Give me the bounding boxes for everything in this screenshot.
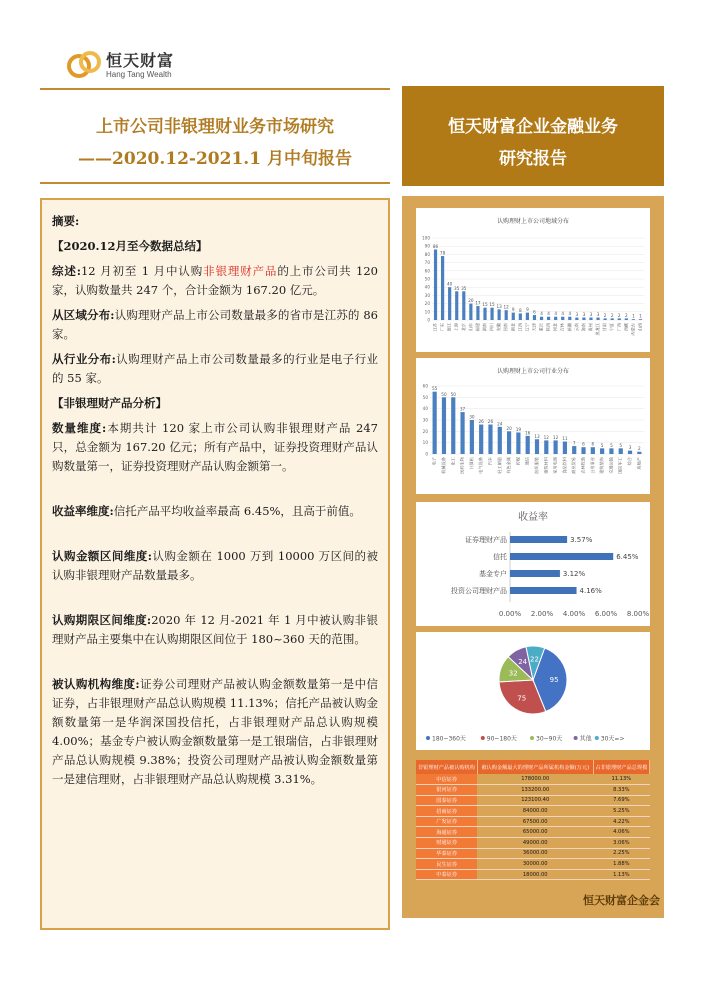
category-label: 投资公司理财产品: [451, 587, 507, 595]
yield-chart-title: 收益率: [518, 512, 548, 523]
x-tick-label: 房地产: [636, 457, 642, 470]
table-cell: 18000.00: [477, 869, 593, 880]
table-cell: 中信证券: [416, 774, 477, 785]
data-label: 3: [596, 312, 600, 318]
y-tick-label: 90: [424, 243, 430, 249]
y-tick-label: 50: [424, 276, 430, 282]
table-cell: 36000.00: [477, 848, 593, 859]
x-tick-label: 农林牧渔: [580, 457, 586, 474]
legend-label: 90~180天: [486, 735, 517, 743]
column-header: 被认购金额最大的理财产品所属机构金额(万元): [477, 760, 593, 774]
logo-icon: [66, 48, 102, 80]
overview-paragraph: 综述:12 月初至 1 月中认购非银理财产品的上市公司共 120 家，认购数量共 247 个，合计金额为 167.20 亿元。: [52, 264, 378, 297]
category-label: 证券理财产品: [465, 536, 507, 544]
x-tick-label: 重庆: [538, 323, 544, 332]
x-tick-label: 吉林: [559, 323, 565, 332]
x-tick-label: 黑龙江: [595, 323, 601, 336]
bar: [441, 256, 444, 320]
table-row: [416, 869, 650, 880]
legend-label: 其他: [579, 735, 592, 743]
bar: [609, 448, 613, 454]
x-tick-label: 上海: [453, 323, 459, 332]
bar: [563, 442, 567, 454]
bar: [618, 318, 621, 320]
table-row: [416, 848, 650, 859]
data-label: 15: [482, 302, 488, 308]
table-cell: 国泰证券: [416, 795, 477, 806]
legend-marker: [426, 736, 430, 740]
table-row: [416, 838, 650, 849]
x-tick-label: 浙江: [446, 323, 452, 332]
bar: [625, 318, 628, 320]
data-label: 4: [540, 311, 543, 317]
title-line-1: 上市公司非银理财业务市场研究: [96, 117, 334, 137]
y-tick-label: 10: [424, 309, 430, 315]
bar: [611, 318, 614, 320]
bar: [554, 440, 558, 454]
footer-label: 恒天财富企金会: [583, 894, 660, 907]
bar: [512, 313, 515, 320]
x-tick-label: 安徽: [496, 323, 502, 332]
bar: [498, 309, 501, 320]
table-row: [416, 827, 650, 838]
section-product-analysis: 【非银理财产品分析】: [52, 396, 167, 410]
bar: [526, 436, 530, 454]
x-tick-label: 海南: [580, 323, 586, 332]
institution-table: [416, 760, 650, 880]
table-header-row: [416, 760, 650, 774]
data-label: 1: [639, 313, 642, 319]
bar: [544, 440, 548, 454]
logo-text-en: Hang Tang Wealth: [106, 70, 172, 79]
bar: [433, 392, 437, 454]
x-tick-label: 四川: [489, 323, 495, 332]
data-label: 26: [478, 419, 484, 425]
x-tick-label: 医药生物: [459, 457, 465, 474]
table-cell: 1.88%: [593, 859, 649, 870]
table-cell: 123100.40: [477, 795, 593, 806]
data-label: 5: [619, 442, 623, 448]
x-tick-label: 计算机: [468, 457, 474, 470]
table-row: [416, 806, 650, 817]
section-data-summary: 【2020.12月至今数据总结】: [52, 239, 208, 253]
bar: [575, 318, 578, 320]
logo: [66, 46, 196, 86]
table-cell: 84000.00: [477, 806, 593, 817]
bar: [469, 304, 472, 320]
table-cell: 财通证券: [416, 838, 477, 849]
table-cell: 华泰证券: [416, 848, 477, 859]
data-label: 3.12%: [562, 570, 586, 578]
bar: [540, 317, 543, 320]
bar: [434, 249, 437, 320]
table-cell: 广发证券: [416, 816, 477, 827]
bar: [639, 319, 642, 320]
bar: [547, 317, 550, 320]
x-tick-label: 商业贸易: [571, 457, 577, 474]
data-label: 7: [572, 440, 576, 446]
bar: [632, 319, 635, 320]
table-cell: 1.13%: [593, 869, 649, 880]
region-chart-card: [416, 208, 650, 352]
industry-chart-card: [416, 358, 650, 494]
legend-label: 30~90天: [536, 735, 563, 743]
y-tick-label: 50: [422, 394, 428, 400]
bar: [476, 306, 479, 320]
data-label: 30: [469, 414, 475, 420]
yield-chart-card: [416, 502, 650, 626]
bar: [533, 315, 536, 320]
x-tick-label: 建筑装饰: [599, 457, 605, 474]
table-cell: 招商证券: [416, 806, 477, 817]
y-tick-label: 30: [422, 417, 428, 423]
data-label: 6: [582, 441, 585, 447]
bar: [600, 448, 604, 454]
table-row: [416, 816, 650, 827]
x-tick-label: 有色金属: [506, 457, 512, 474]
x-tick-label: 食品饮料: [561, 457, 567, 474]
bar: [604, 318, 607, 320]
bar: [510, 536, 567, 543]
bar: [581, 447, 585, 454]
data-label: 2: [624, 312, 628, 318]
slice-label: 95: [549, 676, 559, 685]
data-label: 13: [496, 303, 502, 309]
region-chart-title: 认购理财上市公司地域分布: [496, 218, 569, 225]
bar: [628, 451, 632, 454]
logo-text-cn: 恒天财富: [106, 51, 175, 70]
bar: [488, 425, 492, 454]
data-label: 16: [525, 430, 531, 436]
x-tick-label: 交通运输: [608, 457, 614, 474]
table-cell: 67500.00: [477, 816, 593, 827]
yield-paragraph: 收益率维度:信托产品平均收益率最高 6.45%，且高于前值。: [52, 504, 361, 518]
x-tick-label: 家用电器: [552, 457, 558, 474]
x-tick-label: 云南: [573, 323, 579, 332]
data-label: 3.57%: [570, 536, 593, 544]
data-label: 35: [461, 285, 467, 291]
x-tick-label: 轻工制造: [496, 457, 502, 474]
data-label: 50: [441, 391, 447, 397]
x-tick-label: 传媒: [515, 457, 521, 466]
data-label: 6: [533, 309, 536, 315]
data-label: 8: [518, 307, 522, 313]
x-tick-label: 电子: [431, 457, 437, 466]
table-cell: 海通证券: [416, 827, 477, 838]
region-bar-chart: [416, 208, 650, 352]
data-label: 9: [526, 307, 529, 313]
industry-bar-chart: [416, 358, 650, 494]
table-cell: 银河证券: [416, 785, 477, 796]
bar: [490, 308, 493, 320]
data-label: 37: [459, 406, 466, 412]
summary-box: [40, 198, 390, 930]
industry-chart-title: 认购理财上市公司行业分布: [496, 368, 569, 375]
x-tick-label: 西藏: [623, 323, 629, 332]
data-label: 2: [638, 446, 641, 452]
column-header: 非银理财产品被认购机构: [416, 760, 477, 774]
bar: [554, 317, 557, 320]
x-tick-label: 机械设备: [440, 457, 446, 474]
data-label: 19: [515, 426, 522, 432]
x-tick-label: 贵州: [588, 323, 593, 332]
x-tick-label: 山东: [467, 323, 473, 332]
data-label: 6: [591, 441, 595, 447]
x-tick-label: 河北: [552, 323, 558, 332]
brand-banner: [402, 86, 664, 186]
bar: [510, 587, 577, 594]
bar: [582, 318, 585, 320]
x-tick-label: 北京: [460, 323, 466, 332]
y-tick-label: 100: [422, 235, 430, 241]
table-cell: 4.22%: [593, 816, 649, 827]
bar: [596, 318, 599, 320]
x-tick-label: 4.00%: [562, 610, 586, 618]
slice-label: 32: [508, 669, 518, 678]
term-paragraph: 认购期限区间维度:2020 年 12 月-2021 年 1 月中被认购非银理财产品主要集中在认购期限区间位于 180~360 天的范围。: [52, 613, 378, 646]
bar: [510, 553, 613, 560]
x-tick-label: 国防军工: [617, 457, 623, 474]
bar: [448, 287, 451, 320]
table-row: [416, 774, 650, 785]
data-label: 50: [450, 391, 456, 397]
legend-marker: [530, 736, 534, 740]
bar: [516, 432, 520, 454]
x-tick-label: 广西: [616, 323, 622, 332]
table-cell: 4.06%: [593, 827, 649, 838]
x-tick-label: 宁夏: [609, 323, 615, 332]
quantity-paragraph: 数量维度:本期共计 120 家上市公司认购非银理财产品 247 只，总金额为 167.20 亿元；所有产品中，证券投资理财产品认购数量第一，证券投资理财产品认购金额第一。: [52, 421, 378, 473]
data-label: 12: [543, 434, 549, 440]
bar: [561, 317, 564, 320]
data-label: 3: [628, 445, 632, 451]
bar: [526, 313, 529, 320]
x-tick-label: 建筑材料: [543, 457, 549, 474]
x-tick-label: 江苏: [432, 323, 438, 332]
data-label: 1: [632, 313, 635, 319]
bar: [535, 439, 539, 454]
x-tick-label: 福建: [474, 323, 480, 332]
y-tick-label: 10: [422, 440, 428, 446]
table-cell: 3.06%: [593, 838, 649, 849]
slice-label: 24: [518, 658, 528, 667]
data-label: 86: [432, 243, 439, 249]
data-label: 4: [568, 311, 572, 317]
x-tick-label: 山西: [637, 323, 643, 332]
x-tick-label: 广东: [439, 323, 445, 332]
data-label: 2: [610, 312, 614, 318]
x-tick-label: 新疆: [566, 323, 572, 332]
data-label: 4: [547, 311, 550, 317]
category-label: 基金专户: [479, 570, 507, 578]
table-cell: 民生证券: [416, 859, 477, 870]
slice-label: 22: [530, 655, 539, 664]
slice-label: 75: [517, 694, 527, 703]
bar: [479, 425, 483, 454]
x-tick-label: 汽车: [487, 457, 493, 466]
highlight-product: 非银理财产品: [203, 264, 278, 278]
data-label: 5: [600, 442, 604, 448]
bar: [460, 412, 464, 454]
term-pie-card: [416, 632, 650, 750]
abstract-label: 摘要:: [52, 214, 80, 228]
y-tick-label: 30: [424, 292, 430, 298]
x-tick-label: 天津: [531, 323, 537, 332]
data-label: 20: [506, 425, 512, 431]
x-tick-label: 2.00%: [530, 610, 554, 618]
bar: [589, 318, 592, 320]
bar: [507, 431, 511, 454]
data-label: 6.45%: [616, 553, 639, 561]
bar: [572, 446, 576, 454]
table-row: [416, 785, 650, 796]
legend-label: 180~360天: [432, 735, 466, 743]
x-tick-label: 湖北: [510, 323, 516, 332]
bar: [483, 308, 486, 320]
y-tick-label: 20: [424, 301, 430, 307]
data-label: 55: [431, 386, 438, 392]
x-tick-label: 纺织服装: [534, 457, 539, 474]
data-label: 3: [582, 312, 586, 318]
bar: [510, 570, 560, 577]
x-tick-label: 通信: [524, 457, 530, 466]
bar: [498, 427, 502, 454]
x-tick-label: 甘肃: [602, 323, 608, 332]
x-tick-label: 内蒙古: [630, 323, 636, 336]
data-label: 4.16%: [579, 587, 602, 595]
data-label: 13: [534, 433, 540, 439]
y-tick-label: 60: [424, 268, 430, 274]
legend-marker: [481, 736, 485, 740]
bar: [455, 291, 458, 320]
table-cell: 178000.00: [477, 774, 593, 785]
table-cell: 8.33%: [593, 785, 649, 796]
bar: [591, 447, 595, 454]
x-tick-label: 电气设备: [478, 457, 484, 474]
table-cell: 2.25%: [593, 848, 649, 859]
data-label: 40: [446, 281, 453, 287]
table-cell: 30000.00: [477, 859, 593, 870]
industry-paragraph: 从行业分布:认购理财产品上市公司数量最多的行业是电子行业的 55 家。: [52, 352, 378, 385]
x-tick-label: 0.00%: [498, 610, 522, 618]
table-cell: 中泰证券: [416, 869, 477, 880]
data-label: 4: [554, 311, 558, 317]
x-tick-label: 化工: [450, 457, 456, 466]
bar: [505, 310, 508, 320]
data-label: 78: [439, 250, 446, 256]
bar: [568, 317, 571, 320]
data-label: 20: [468, 298, 474, 304]
data-label: 12: [503, 304, 509, 310]
bar: [619, 448, 623, 454]
bar: [637, 452, 641, 454]
bar: [462, 291, 465, 320]
data-label: 2: [603, 312, 607, 318]
data-label: 24: [497, 421, 503, 427]
x-tick-label: 河南: [503, 323, 509, 332]
x-tick-label: 8.00%: [626, 610, 650, 618]
table-cell: 65000.00: [477, 827, 593, 838]
data-label: 9: [511, 307, 515, 313]
data-label: 3: [575, 312, 579, 318]
x-tick-label: 陕西: [545, 323, 551, 332]
bar: [470, 420, 474, 454]
brand-line-2: 研究报告: [499, 149, 567, 169]
legend-marker: [574, 736, 578, 740]
column-header: 占非银理财产品总规模: [593, 760, 649, 774]
title-line-2: ——2020.12-2021.1 月中旬报告: [78, 149, 352, 169]
data-label: 5: [610, 442, 613, 448]
term-pie-chart: [416, 632, 650, 750]
x-tick-label: 公用事业: [589, 457, 595, 474]
data-label: 26: [487, 419, 494, 425]
table-cell: 7.69%: [593, 795, 649, 806]
table-row: [416, 795, 650, 806]
x-tick-label: 江西: [517, 323, 523, 332]
y-tick-label: 20: [422, 428, 428, 434]
table-cell: 11.13%: [593, 774, 649, 785]
table-cell: 5.25%: [593, 806, 649, 817]
category-label: 信托: [493, 553, 507, 561]
data-label: 2: [617, 312, 621, 318]
data-label: 35: [454, 285, 460, 291]
brand-line-1: 恒天财富企业金融业务: [448, 117, 618, 137]
institution-paragraph: 被认购机构维度:证券公司理财产品被认购金额数量第一是中信证券，占非银理财产品总认购规模 11.13%；信托产品被认购金额数量第一是华润深国投信托，占非银理财产品总认购规模 4.00%；基金专户被认购金额数量第一是工银瑞信，占非银理财产品总认购规模 9.38%；投资公司理财产品被认购金额数量第一是建信理财，占非银理财产品总认购规模 3.31%。: [52, 677, 379, 786]
charts-panel: [402, 196, 664, 918]
x-tick-label: 6.00%: [594, 610, 618, 618]
amount-paragraph: 认购金额区间维度:认购金额在 1000 万到 10000 万区间的被认购非银理财产品数量最多。: [52, 549, 378, 582]
y-tick-label: 40: [424, 284, 430, 290]
x-tick-label: 湖南: [482, 323, 487, 332]
report-title: [40, 88, 390, 184]
table-row: [416, 859, 650, 870]
legend-marker: [595, 736, 599, 740]
y-tick-label: 40: [422, 406, 428, 412]
table-cell: 49000.00: [477, 838, 593, 849]
data-label: 12: [552, 434, 559, 440]
data-label: 11: [562, 436, 568, 442]
bar: [442, 397, 446, 454]
bar: [519, 313, 522, 320]
y-tick-label: 70: [424, 260, 430, 266]
x-tick-label: 综合: [627, 457, 633, 466]
table-cell: 133200.00: [477, 785, 593, 796]
legend-label: 30天=>: [600, 735, 625, 743]
y-tick-label: 0: [427, 317, 430, 323]
region-paragraph: 从区域分布:认购理财产品上市公司数量最多的省市是江苏的 86 家。: [52, 308, 378, 341]
data-label: 17: [475, 300, 481, 306]
data-label: 15: [489, 302, 495, 308]
bar: [451, 397, 455, 454]
y-tick-label: 0: [425, 451, 428, 457]
data-label: 3: [589, 312, 593, 318]
y-tick-label: 80: [424, 251, 430, 257]
y-tick-label: 60: [422, 383, 428, 389]
x-tick-label: 辽宁: [524, 323, 530, 332]
data-label: 4: [561, 311, 565, 317]
